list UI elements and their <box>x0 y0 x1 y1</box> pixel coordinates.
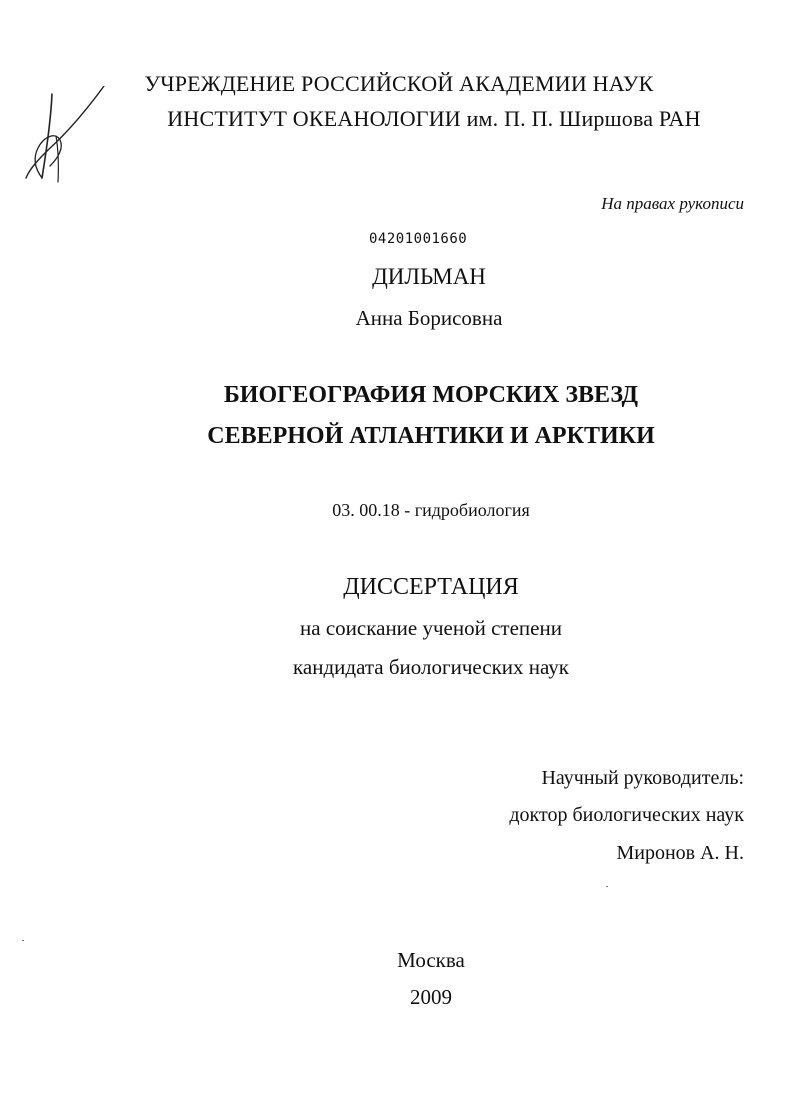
specialty: 03. 00.18 - гидробиология <box>332 500 530 520</box>
institution-line-2: ИНСТИТУТ ОКЕАНОЛОГИИ им. П. П. Ширшова РАН <box>167 106 701 131</box>
document-type-line-1: на соискание ученой степени <box>300 616 562 640</box>
author-given-names: Анна Борисовна <box>355 306 503 330</box>
speck <box>606 886 608 887</box>
author-surname: ДИЛЬМАН <box>372 264 486 289</box>
year: 2009 <box>410 985 452 1009</box>
thesis-title-line-1: БИОГЕОГРАФИЯ МОРСКИХ ЗВЕЗД <box>223 382 639 408</box>
institution-line-1: УЧРЕЖДЕНИЕ РОССИЙСКОЙ АКАДЕМИИ НАУК <box>144 71 654 96</box>
place: Москва <box>397 948 465 972</box>
document-type-line-2: кандидата биологических наук <box>293 655 569 679</box>
supervisor-degree: доктор биологических наук <box>509 804 744 826</box>
thesis-title-line-2: СЕВЕРНОЙ АТЛАНТИКИ И АРКТИКИ <box>207 423 655 449</box>
signature-mark <box>18 86 110 186</box>
supervisor-label: Научный руководитель: <box>541 767 744 789</box>
speck <box>22 940 24 941</box>
registration-number: 04201001660 <box>369 231 468 247</box>
document-type-heading: ДИССЕРТАЦИЯ <box>343 574 519 600</box>
manuscript-note: На правах рукописи <box>601 194 744 213</box>
supervisor-name: Миронов А. Н. <box>616 842 744 864</box>
